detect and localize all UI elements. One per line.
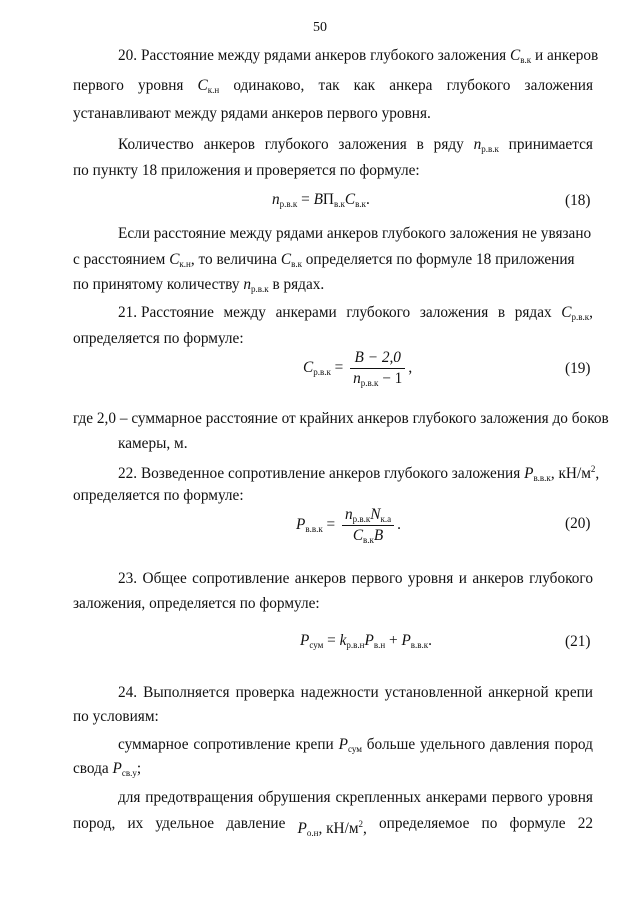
symbol-group	[298, 814, 367, 843]
subscript: р.в.к	[313, 367, 331, 378]
symbol-group	[474, 135, 499, 159]
word: заложения	[419, 304, 489, 321]
equation-number-21: (21)	[565, 633, 591, 650]
subscript: р.в.к	[481, 144, 499, 154]
punctuation: ,	[408, 359, 413, 377]
count-line-1	[118, 135, 593, 159]
word: по	[481, 815, 498, 832]
equals-sign: =	[322, 516, 340, 534]
word: 23.	[118, 570, 138, 587]
word: глубокого	[446, 77, 511, 94]
symbol-c: С	[510, 47, 521, 64]
word: заложения	[524, 77, 593, 94]
p24-line-1	[118, 683, 593, 703]
punctuation: ,	[589, 304, 593, 321]
subscript: сум	[309, 640, 324, 650]
formula-19	[303, 349, 412, 388]
word: сопротивление	[192, 570, 290, 587]
symbol-c: С	[561, 304, 572, 321]
word: 22	[577, 815, 593, 832]
formula-symbol: П	[322, 191, 334, 208]
where-line-2: камеры, м.	[118, 435, 188, 452]
formula-symbol: k	[339, 632, 347, 649]
p20-line-1	[118, 46, 598, 70]
formula-symbol: n	[353, 370, 361, 387]
subscript: в.к	[355, 199, 366, 209]
formula-symbol: В	[313, 191, 323, 208]
sum-line-2	[73, 759, 141, 783]
symbol-c: С	[169, 251, 180, 268]
subscript: р.в.к	[251, 284, 269, 294]
subscript: к.н	[179, 259, 191, 269]
unit: , кН/м	[318, 820, 359, 838]
symbol-p: Р	[338, 736, 348, 753]
subscript: в.в.к	[410, 640, 429, 650]
word: уровня	[407, 570, 454, 587]
subscript: р.в.н	[346, 640, 365, 650]
if-line-1: Если расстояние между рядами анкеров глубокого заложения не увязано	[118, 225, 592, 242]
subscript: в.н	[373, 640, 386, 650]
superscript: 2	[590, 464, 596, 474]
fraction-numerator	[342, 506, 394, 526]
word: проверка	[235, 684, 295, 701]
p24-line-2: по условиям:	[73, 708, 159, 725]
word: глубокого	[264, 136, 329, 153]
word: глубокого	[346, 304, 411, 321]
equals-sign: =	[330, 359, 348, 377]
sum-line-1	[118, 735, 593, 759]
word: анкера	[389, 77, 433, 94]
word: заложения	[338, 136, 407, 153]
symbol-c: С	[280, 251, 292, 268]
equals-sign: =	[323, 632, 340, 649]
word: скрепленных	[335, 789, 422, 806]
formula-symbol: С	[344, 191, 356, 208]
symbol-group	[339, 735, 362, 759]
fraction	[350, 349, 405, 388]
word: глубокого	[529, 570, 593, 587]
if-line-2	[73, 250, 575, 274]
word: уровня	[547, 789, 593, 806]
formula-symbol: В	[373, 527, 384, 544]
equation-number-20: (20)	[565, 515, 591, 532]
fraction-numerator: В − 2,0	[350, 349, 405, 369]
word: формуле	[509, 815, 566, 832]
fraction-denominator	[350, 369, 405, 388]
symbol-n: n	[243, 276, 251, 293]
word: уровня	[138, 77, 184, 94]
text: свода	[73, 760, 109, 777]
word: давления	[490, 736, 550, 753]
subscript: в.в.к	[533, 473, 551, 484]
formula-symbol: n	[345, 506, 353, 523]
word: рядах	[514, 304, 552, 321]
formula-symbol: Р	[401, 632, 411, 649]
symbol-n: n	[473, 136, 482, 153]
word: предотвращения	[145, 789, 254, 806]
punctuation: .	[397, 516, 401, 534]
word: их	[127, 815, 144, 832]
formula-18	[272, 191, 370, 209]
formula-symbol: С	[303, 359, 314, 377]
word: в	[497, 304, 506, 321]
word: пород,	[73, 815, 116, 832]
equation-number-19: (19)	[565, 360, 591, 377]
formula-20	[296, 506, 401, 545]
word: установленной	[384, 684, 483, 701]
p22-line-2: определяется по формуле:	[73, 487, 244, 504]
p22-line-1	[118, 459, 599, 488]
subscript: в.к	[291, 259, 302, 269]
word: анкерами	[275, 304, 337, 321]
word: анкерной	[488, 684, 549, 701]
word: так	[318, 77, 340, 94]
subscript: в.в.к	[305, 524, 323, 535]
subscript: в.к	[520, 55, 532, 65]
subscript: сум	[347, 744, 362, 754]
p23-line-1	[118, 569, 593, 589]
word: анкерами	[425, 789, 487, 806]
unit: , кН/м	[550, 465, 591, 483]
subscript: св.у	[121, 768, 137, 778]
symbol-p: Р	[112, 760, 122, 777]
punctuation: ,	[595, 465, 600, 483]
text: с расстоянием	[73, 251, 166, 268]
word: и	[458, 570, 467, 587]
punctuation: .	[365, 191, 370, 208]
formula-symbol: С	[352, 527, 364, 544]
word: для	[118, 789, 141, 806]
word: обрушения	[258, 789, 331, 806]
punctuation: .	[428, 632, 432, 649]
word: надежности	[300, 684, 379, 701]
p20-line-3: устанавливают между рядами анкеров первого уровня.	[73, 105, 431, 122]
symbol-group	[561, 303, 593, 327]
word: крепи	[554, 684, 593, 701]
if-line-3	[73, 275, 324, 299]
word: ряду	[433, 136, 464, 153]
word: анкеров	[472, 570, 524, 587]
word: суммарное	[118, 736, 189, 753]
text: в рядах.	[272, 276, 325, 293]
p20-text: 20. Расстояние между рядами анкеров глубокого заложения	[118, 47, 507, 64]
word: 24.	[118, 684, 138, 701]
subscript: в.к	[333, 199, 345, 209]
word: одинаково,	[233, 77, 305, 94]
word: принимается	[508, 136, 593, 153]
subscript: о.н	[306, 828, 319, 839]
count-line-2: по пункту 18 приложения и проверяется по формуле:	[73, 162, 420, 179]
word: первого	[491, 789, 543, 806]
text: , то величина	[190, 251, 278, 268]
text: 22. Возведенное сопротивление анкеров глубокого заложения	[118, 465, 521, 483]
p20-line-2	[73, 76, 593, 100]
symbol-c: С	[197, 77, 208, 94]
word: Выполняется	[143, 684, 230, 701]
where-line-1: где 2,0 – суммарное расстояние от крайних анкеров глубокого заложения до боков	[73, 410, 609, 427]
word: удельного	[420, 736, 486, 753]
word: анкеров	[203, 136, 255, 153]
formula-symbol: Р	[296, 516, 306, 534]
p21-line-2: определяется по формуле:	[73, 330, 244, 347]
word: сопротивление	[193, 736, 291, 753]
subscript: в.к	[363, 535, 374, 545]
word: как	[353, 77, 376, 94]
page-number: 50	[313, 20, 327, 35]
symbol-group	[198, 76, 220, 100]
text: по принятому количеству	[73, 276, 240, 293]
equation-number-18: (18)	[565, 192, 591, 209]
text: определяется по формуле 18 приложения	[305, 251, 575, 268]
p23-line-2: заложения, определяется по формуле:	[73, 595, 320, 612]
word: в	[416, 136, 424, 153]
word: больше	[366, 736, 416, 753]
plus-sign: +	[385, 632, 402, 649]
word: удельное	[155, 815, 215, 832]
formula-symbol: N	[370, 506, 381, 523]
symbol-p: Р	[524, 465, 534, 483]
formula-21	[300, 632, 432, 650]
p20-tail: и анкеров	[534, 47, 599, 64]
word: давление	[226, 815, 286, 832]
subscript: р.в.к	[352, 514, 371, 524]
word: Количество	[118, 136, 194, 153]
subscript: к.а	[380, 514, 392, 524]
word: анкеров	[294, 570, 347, 587]
subscript: р.в.к	[571, 312, 590, 322]
fraction-denominator	[342, 526, 394, 545]
prevent-line-1	[118, 788, 593, 808]
formula-symbol: Р	[300, 632, 310, 649]
superscript: 2	[358, 819, 364, 829]
symbol-p: Р	[297, 820, 307, 838]
word: первого	[351, 570, 403, 587]
prevent-line-2	[73, 814, 593, 843]
word: пород	[554, 736, 593, 753]
word: Общее	[142, 570, 187, 587]
formula-symbol: Р	[364, 632, 374, 649]
subscript: р.в.к	[360, 378, 379, 388]
word: первого	[73, 77, 124, 94]
word: крепи	[295, 736, 334, 753]
fraction	[342, 506, 394, 545]
text: − 1	[378, 370, 403, 387]
punctuation: ,	[363, 820, 367, 838]
subscript: р.в.к	[279, 199, 298, 209]
word: определяемое	[378, 815, 470, 832]
subscript: к.н	[207, 85, 220, 95]
p21-line-1	[118, 303, 593, 327]
word: 21. Расстояние	[118, 304, 214, 321]
formula-symbol: n	[272, 191, 280, 208]
word: между	[223, 304, 266, 321]
punctuation: ;	[136, 760, 142, 777]
equals-sign: =	[297, 191, 314, 208]
